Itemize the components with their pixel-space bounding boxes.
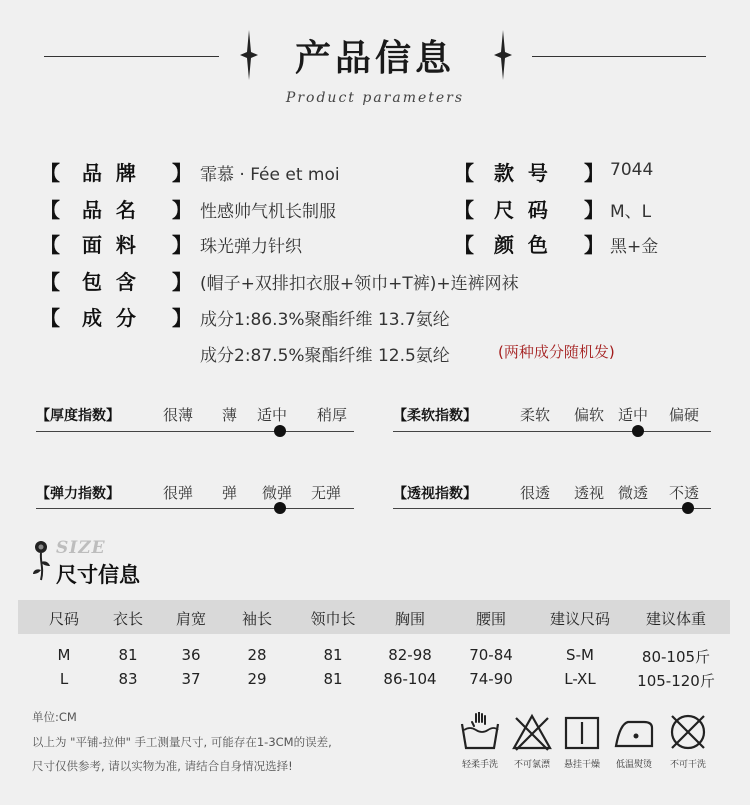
includes-label: 包 含 [82,270,136,294]
table-cell: 28 [247,646,267,664]
bracket-close: 】 [172,198,192,222]
name-label: 品 名 [82,198,136,222]
thickness-index-track [36,431,354,432]
table-cell: 81 [323,646,343,664]
no-dry-clean-icon [666,712,710,752]
softness-option: 柔软 [520,406,551,424]
table-cell: M [57,646,71,664]
size-label: 尺 码 [494,198,548,222]
composition-label: 成 分 [82,306,136,330]
bracket-open: 【 [454,161,474,185]
brand-value: 霏慕 · Fée et moi [200,165,340,185]
softness-option: 偏硬 [669,406,700,424]
transparency-option: 很透 [520,484,551,502]
table-cell: 81 [323,670,343,688]
bracket-open: 【 [40,270,60,294]
reference-note: 尺寸仅供参考, 请以实物为准, 请结合自身情况选择! [32,759,293,773]
low-iron-icon [612,712,656,752]
bracket-close: 】 [172,233,192,257]
bracket-open: 【 [40,161,60,185]
size-heading-cn: 尺寸信息 [56,563,140,587]
care-label: 悬挂干燥 [563,760,600,770]
table-cell: 86-104 [383,670,437,688]
unit-note: 单位:CM [32,710,77,724]
table-cell: L [59,670,69,688]
bracket-close: 】 [172,270,192,294]
thickness-option: 很薄 [163,406,194,424]
bracket-close: 】 [584,198,604,222]
table-cell: 80-105斤 [641,648,711,666]
bracket-open: 【 [454,198,474,222]
composition-value-1: 成分1:86.3%聚酯纤维 13.7氨纶 [200,310,450,330]
bracket-open: 【 [40,198,60,222]
fabric-value: 珠光弹力针织 [200,237,302,257]
fabric-label: 面 料 [82,233,136,257]
care-label: 不可氯漂 [513,760,550,770]
size-table-header-cell: 建议尺码 [549,610,610,628]
table-cell: 83 [118,670,138,688]
bracket-close: 】 [172,161,192,185]
style-no-value: 7044 [610,160,654,180]
bracket-close: 】 [584,233,604,257]
page-title: 产品信息 [294,38,455,79]
table-cell: 105-120斤 [637,672,715,690]
size-heading-en: SIZE [56,538,106,558]
care-label: 低温熨烫 [615,760,652,770]
care-label: 不可干洗 [669,760,706,770]
size-table-header-cell: 领巾长 [310,610,356,628]
transparency-option: 不透 [669,484,700,502]
transparency-index-track [393,508,711,509]
transparency-index-label: 【透视指数】 [393,486,477,502]
softness-option: 偏软 [574,406,605,424]
size-table-header-cell: 袖长 [241,610,272,628]
hand-wash-icon [458,712,502,752]
thickness-option: 稍厚 [317,406,348,424]
care-label: 轻柔手洗 [461,760,498,770]
color-label: 颜 色 [494,233,548,257]
bracket-open: 【 [40,233,60,257]
size-table-header-cell: 肩宽 [175,610,206,628]
elasticity-index-track [36,508,354,509]
thickness-option: 薄 [222,406,238,424]
rose-icon [32,540,52,582]
table-cell: 70-84 [469,646,513,664]
softness-option: 适中 [618,406,649,424]
no-bleach-icon [510,712,554,752]
table-cell: S-M [566,646,594,664]
table-cell: 82-98 [388,646,432,664]
bracket-close: 】 [172,306,192,330]
softness-index-marker [632,425,644,437]
transparency-option: 透视 [574,484,605,502]
softness-index-track [393,431,711,432]
elasticity-index-label: 【弹力指数】 [36,486,120,502]
transparency-index-marker [682,502,694,514]
brand-label: 品 牌 [82,161,136,185]
size-table-header-cell: 胸围 [394,610,425,628]
size-table-header-cell: 建议体重 [645,610,706,628]
style-no-label: 款 号 [494,161,548,185]
includes-value: (帽子+双排扣衣服+领巾+T裤)+连裤网袜 [200,274,519,294]
elasticity-option: 弹 [222,484,238,502]
elasticity-index-marker [274,502,286,514]
thickness-index-marker [274,425,286,437]
measurement-note: 以上为 "平铺-拉伸" 手工测量尺寸, 可能存在1-3CM的误差, [32,735,332,749]
thickness-index-label: 【厚度指数】 [36,408,120,424]
transparency-option: 微透 [618,484,649,502]
page-subtitle: Product parameters [285,90,465,106]
composition-value-2: 成分2:87.5%聚酯纤维 12.5氨纶 [200,346,450,366]
color-value: 黑+金 [610,237,659,257]
name-value: 性感帅气机长制服 [200,202,336,222]
table-cell: L-XL [564,670,596,688]
table-cell: 74-90 [469,670,513,688]
table-cell: 37 [181,670,201,688]
size-table-header-cell: 衣长 [112,610,143,628]
elasticity-option: 很弹 [163,484,194,502]
thickness-option: 适中 [257,406,288,424]
bracket-open: 【 [454,233,474,257]
hang-dry-icon [560,712,604,752]
table-cell: 36 [181,646,201,664]
elasticity-option: 微弹 [262,484,293,502]
composition-note: (两种成分随机发) [498,343,615,361]
size-table-header-cell: 腰围 [475,610,506,628]
table-cell: 29 [247,670,267,688]
bracket-close: 】 [584,161,604,185]
softness-index-label: 【柔软指数】 [393,408,477,424]
size-value: M、L [610,202,652,222]
bracket-open: 【 [40,306,60,330]
table-cell: 81 [118,646,138,664]
size-table-header-cell: 尺码 [48,610,79,628]
elasticity-option: 无弹 [311,484,342,502]
